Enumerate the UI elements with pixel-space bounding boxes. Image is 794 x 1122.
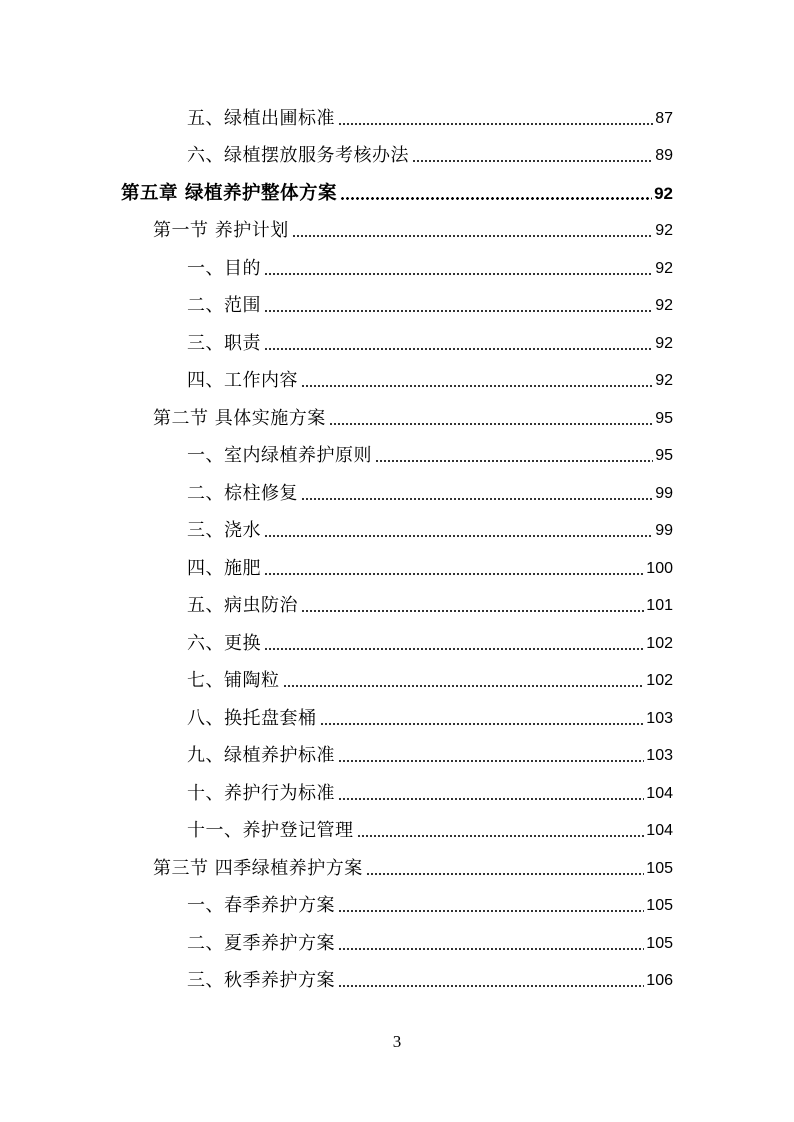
toc-entry[interactable] <box>187 363 673 400</box>
toc-entry[interactable] <box>187 138 673 175</box>
toc-entry-label: 第一节 养护计划 <box>153 220 289 241</box>
toc-section-entry[interactable] <box>153 213 673 250</box>
toc-entry-page: 102 <box>646 634 673 652</box>
toc-entry-page: 105 <box>646 859 673 877</box>
toc-entry[interactable] <box>187 775 673 812</box>
toc-entry-page: 92 <box>655 372 673 389</box>
toc-entry-page: 100 <box>646 559 673 577</box>
dot-leader <box>301 595 644 617</box>
toc-entry-page: 92 <box>655 297 673 314</box>
dot-leader <box>264 558 644 580</box>
toc-entry-label: 六、更换 <box>187 632 261 654</box>
toc-entry-label: 一、目的 <box>187 257 261 279</box>
toc-entry[interactable] <box>187 925 673 962</box>
toc-entry-page: 101 <box>646 597 673 614</box>
toc-entry-label: 二、范围 <box>187 295 261 316</box>
dot-leader <box>264 633 644 655</box>
toc-entry-page: 104 <box>646 822 673 839</box>
toc-entry[interactable] <box>187 325 673 362</box>
toc-entry[interactable] <box>187 700 673 737</box>
toc-entry[interactable] <box>187 475 673 512</box>
dot-leader <box>338 783 644 805</box>
toc-entry-label: 一、春季养护方案 <box>187 895 335 916</box>
toc-entry-page: 92 <box>655 259 673 277</box>
toc-entry[interactable] <box>187 438 673 475</box>
toc-entry-page: 103 <box>646 709 673 727</box>
toc-entry-label: 三、秋季养护方案 <box>187 970 335 991</box>
dot-leader <box>264 520 653 542</box>
dot-leader <box>329 408 653 430</box>
toc-entry[interactable] <box>187 738 673 775</box>
dot-leader <box>375 445 653 467</box>
toc-entry-label: 二、棕柱修复 <box>187 482 298 504</box>
page-number: 3 <box>392 1032 402 1051</box>
toc-entry-label: 第三节 四季绿植养护方案 <box>153 857 363 879</box>
dot-leader <box>338 895 644 917</box>
dot-leader <box>357 820 645 842</box>
toc-entry-label: 第二节 具体实施方案 <box>153 407 326 429</box>
toc-entry-page: 103 <box>646 747 673 764</box>
toc-entry-label: 九、绿植养护标准 <box>187 745 335 766</box>
toc-entry[interactable] <box>187 963 673 1000</box>
toc-entry[interactable] <box>187 250 673 287</box>
toc-entry-page: 92 <box>655 334 673 352</box>
toc-entry-label: 二、夏季养护方案 <box>187 932 335 954</box>
toc-chapter-entry[interactable] <box>121 175 673 212</box>
dot-leader <box>264 333 653 355</box>
dot-leader <box>338 933 644 955</box>
dot-leader <box>283 670 645 692</box>
toc-entry-label: 十一、养护登记管理 <box>187 820 354 841</box>
toc-entry[interactable] <box>187 550 673 587</box>
toc-entry-page: 99 <box>655 522 673 539</box>
toc-entry-label: 三、浇水 <box>187 520 261 541</box>
toc-entry-label: 八、换托盘套桶 <box>187 707 317 729</box>
toc-entry-page: 105 <box>646 897 673 914</box>
toc-entry-page: 102 <box>646 672 673 689</box>
dot-leader <box>338 970 644 992</box>
toc-entry-label: 一、室内绿植养护原则 <box>187 445 372 466</box>
toc-entry[interactable] <box>187 625 673 662</box>
toc-entry[interactable] <box>187 288 673 325</box>
toc-entry-page: 105 <box>646 934 673 952</box>
toc-entry[interactable] <box>187 888 673 925</box>
dot-leader <box>320 708 645 730</box>
toc-entry-label: 第五章 绿植养护整体方案 <box>121 182 337 204</box>
toc-entry-page: 95 <box>655 447 673 464</box>
dot-leader <box>301 483 653 505</box>
toc-entry-page: 89 <box>655 147 673 164</box>
toc-entry-label: 六、绿植摆放服务考核办法 <box>187 145 409 166</box>
toc-entry-page: 92 <box>655 222 673 239</box>
toc-entry-page: 104 <box>646 784 673 802</box>
toc-section-entry[interactable] <box>153 400 673 437</box>
toc-entry-page: 99 <box>655 484 673 502</box>
toc-entry-label: 十、养护行为标准 <box>187 782 335 804</box>
toc-entry-page: 106 <box>646 972 673 989</box>
toc-entry-page: 95 <box>655 409 673 427</box>
toc-entry[interactable] <box>187 100 673 137</box>
toc-entry-page: 87 <box>655 109 673 127</box>
toc-section-entry[interactable] <box>153 850 673 887</box>
toc-entry-label: 三、职责 <box>187 332 261 354</box>
toc-entry-label: 五、病虫防治 <box>187 595 298 616</box>
dot-leader <box>292 220 653 242</box>
toc-entry[interactable] <box>187 813 673 850</box>
toc-entry-label: 五、绿植出圃标准 <box>187 107 335 129</box>
toc-entry-label: 七、铺陶粒 <box>187 670 280 691</box>
dot-leader <box>338 108 653 130</box>
toc-entry-label: 四、施肥 <box>187 557 261 579</box>
dot-leader <box>366 858 645 880</box>
toc-entry[interactable] <box>187 663 673 700</box>
toc-entry[interactable] <box>187 513 673 550</box>
dot-leader <box>264 295 653 317</box>
toc-entry-page: 92 <box>654 183 673 203</box>
dot-leader <box>412 145 653 167</box>
toc-entry-label: 四、工作内容 <box>187 370 298 391</box>
dot-leader <box>264 258 653 280</box>
toc-entry[interactable] <box>187 588 673 625</box>
dot-leader <box>338 745 644 767</box>
dot-leader <box>301 370 653 392</box>
dot-leader <box>340 183 652 205</box>
